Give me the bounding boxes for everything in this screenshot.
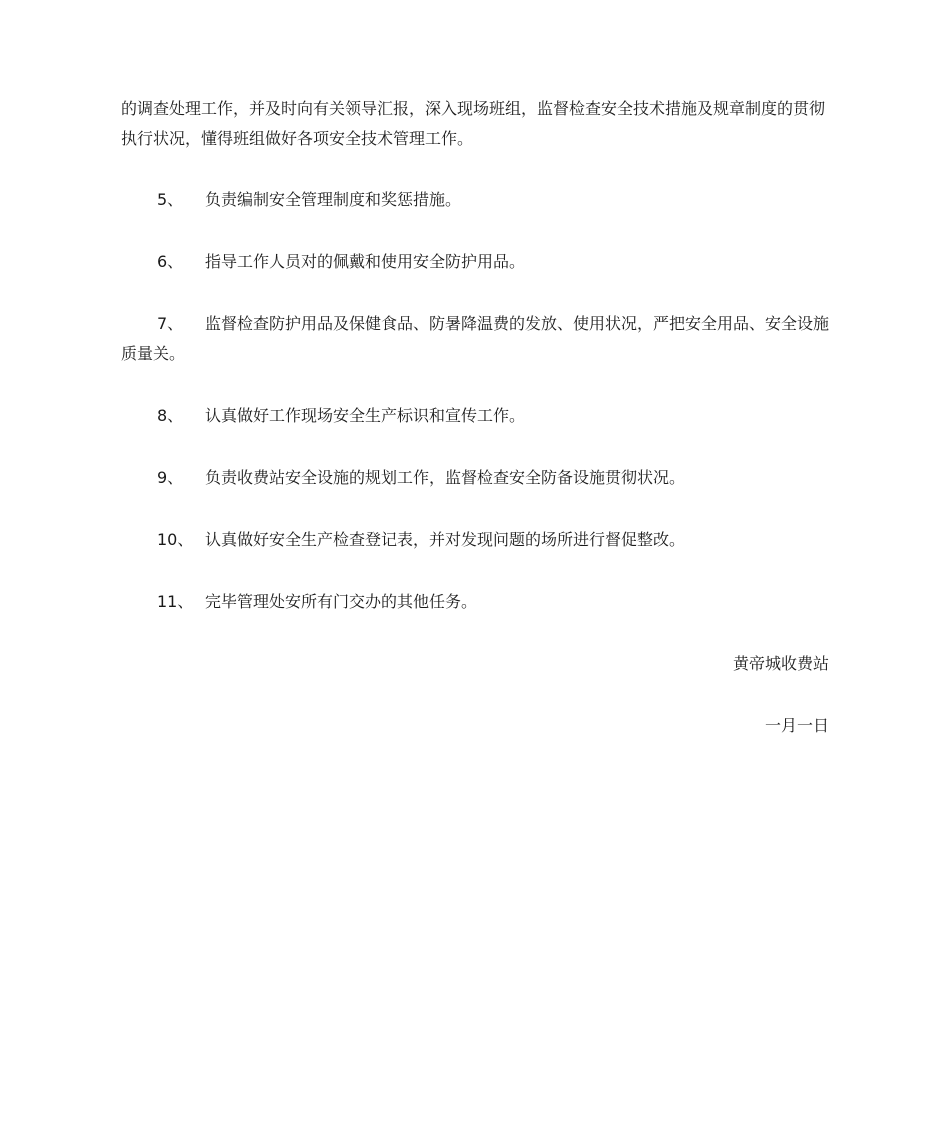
list-item-text: 完毕管理处安所有门交办的其他任务。 xyxy=(205,592,478,611)
opening-paragraph: 的调查处理工作，并及时向有关领导汇报，深入现场班组，监督检查安全技术措施及规章制度的贯彻执行状况，懂得班组做好各项安全技术管理工作。 xyxy=(121,99,826,148)
signature-organization: 黄帝城收费站 xyxy=(732,654,829,673)
list-item-number: 9、 xyxy=(157,468,184,487)
list-item-text: 指导工作人员对的佩戴和使用安全防护用品。 xyxy=(205,252,526,271)
list-item-number: 10、 xyxy=(157,530,194,549)
list-item-text: 监督检查防护用品及保健食品、防暑降温费的发放、使用状况，严把安全用品、安全设施质量关。 xyxy=(121,314,830,363)
list-item xyxy=(121,185,837,215)
list-item xyxy=(121,309,837,369)
list-item xyxy=(121,463,837,493)
list-item-text: 认真做好工作现场安全生产标识和宣传工作。 xyxy=(205,406,526,425)
list-item xyxy=(121,247,837,277)
list-item-number: 7、 xyxy=(157,314,184,333)
list-item-number: 8、 xyxy=(157,406,184,425)
list-item-number: 6、 xyxy=(157,252,184,271)
list-item xyxy=(121,587,837,617)
list-item xyxy=(121,401,837,431)
list-item xyxy=(121,525,837,555)
list-item-text: 认真做好安全生产检查登记表，并对发现问题的场所进行督促整改。 xyxy=(205,530,686,549)
list-item-text: 负责编制安全管理制度和奖惩措施。 xyxy=(205,190,462,209)
list-item-text: 负责收费站安全设施的规划工作，监督检查安全防备设施贯彻状况。 xyxy=(205,468,686,487)
signature-date: 一月一日 xyxy=(764,716,829,735)
list-item-number: 11、 xyxy=(157,592,194,611)
list-item-number: 5、 xyxy=(157,190,184,209)
